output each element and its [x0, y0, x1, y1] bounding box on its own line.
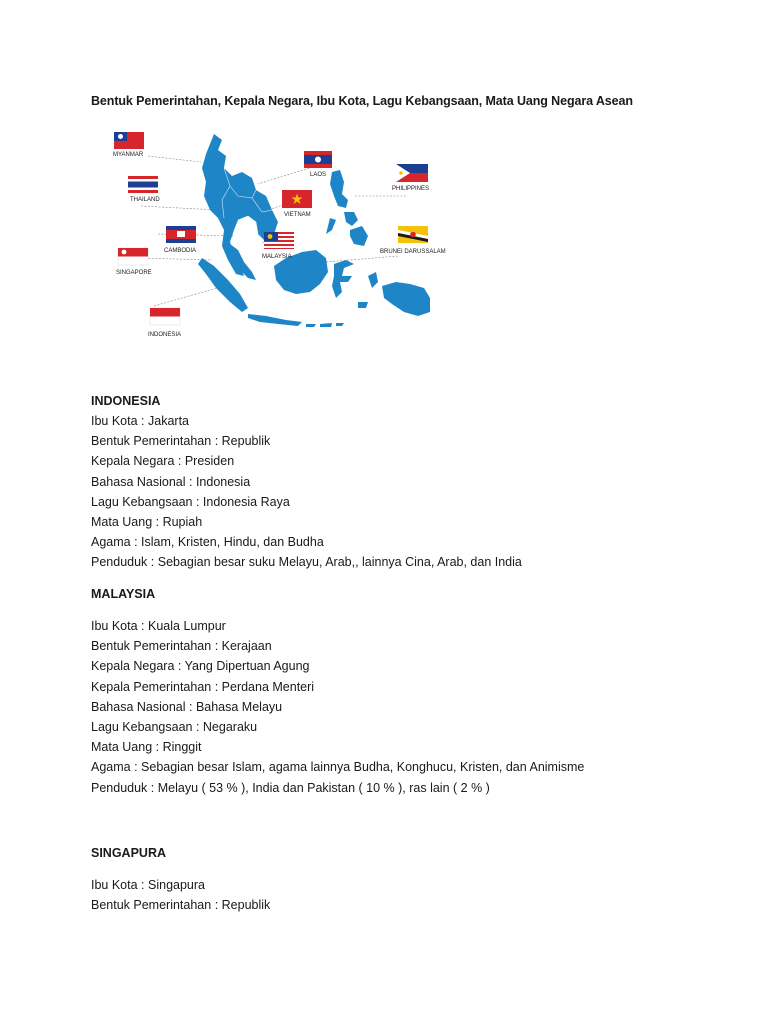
- info-line: Bahasa Nasional : Indonesia: [91, 474, 251, 489]
- label-indonesia: INDONESIA: [148, 332, 182, 338]
- info-line: Ibu Kota : Jakarta: [91, 414, 189, 428]
- info-line: Kepala Negara : Yang Dipertuan Agung: [91, 659, 310, 674]
- indonesia-flag: [150, 308, 180, 325]
- info-line: Mata Uang : Ringgit: [91, 740, 202, 755]
- info-line: Agama : Sebagian besar Islam, agama lainnya Budha, Konghucu, Kristen, dan Animisme: [91, 760, 585, 775]
- page-title: Bentuk Pemerintahan, Kepala Negara, Ibu Kota, Lagu Kebangsaan, Mata Uang Negara Asean: [91, 94, 633, 108]
- info-line: Bahasa Nasional : Bahasa Melayu: [91, 699, 283, 714]
- philippines-flag: [396, 164, 428, 182]
- info-line: Lagu Kebangsaan : Negaraku: [91, 719, 258, 734]
- info-line: Mata Uang : Rupiah: [91, 514, 203, 529]
- info-line: Ibu Kota : Singapura: [91, 878, 205, 892]
- heading-indonesia: INDONESIA: [91, 394, 161, 408]
- info-line: Penduduk : Sebagian besar suku Melayu, Arab,, lainnya Cina, Arab, dan India: [91, 555, 522, 570]
- label-singapore: SINGAPORE: [116, 270, 152, 276]
- label-laos: LAOS: [310, 172, 327, 178]
- thailand-flag: [128, 176, 158, 193]
- asean-map-figure: [106, 126, 446, 346]
- label-brunei: BRUNEI DARUSSALAM: [380, 249, 446, 255]
- malaysia-flag: [264, 232, 294, 249]
- info-line: Kepala Pemerintahan : Perdana Menteri: [91, 679, 315, 694]
- asean-map: [106, 126, 446, 346]
- heading-singapura: SINGAPURA: [91, 846, 167, 860]
- info-line: Lagu Kebangsaan : Indonesia Raya: [91, 494, 290, 509]
- brunei-flag: [398, 226, 428, 243]
- label-thailand: THAILAND: [130, 197, 160, 203]
- singapore-flag: [118, 248, 148, 265]
- info-line: Bentuk Pemerintahan : Republik: [91, 434, 271, 449]
- info-line: Penduduk : Melayu ( 53 % ), India dan Pakistan ( 10 % ), ras lain ( 2 % ): [91, 780, 490, 795]
- section-indonesia: [91, 391, 522, 573]
- section-singapura: [91, 843, 270, 915]
- info-line: Kepala Negara : Presiden: [91, 454, 235, 469]
- label-vietnam: VIETNAM: [284, 212, 311, 218]
- laos-flag: [304, 151, 332, 168]
- section-malaysia: [91, 584, 584, 798]
- info-line: Bentuk Pemerintahan : Kerajaan: [91, 639, 272, 654]
- label-philippines: PHILIPPINES: [392, 186, 430, 192]
- heading-malaysia: MALAYSIA: [91, 587, 156, 601]
- label-cambodia: CAMBODIA: [164, 248, 197, 254]
- info-line: Bentuk Pemerintahan : Republik: [91, 898, 271, 913]
- vietnam-flag: [282, 190, 312, 208]
- info-line: Ibu Kota : Kuala Lumpur: [91, 619, 226, 633]
- cambodia-flag: [166, 226, 196, 243]
- info-line: Agama : Islam, Kristen, Hindu, dan Budha: [91, 535, 324, 550]
- myanmar-flag: [114, 132, 144, 149]
- label-malaysia: MALAYSIA: [262, 254, 292, 260]
- label-myanmar: MYANMAR: [113, 152, 144, 158]
